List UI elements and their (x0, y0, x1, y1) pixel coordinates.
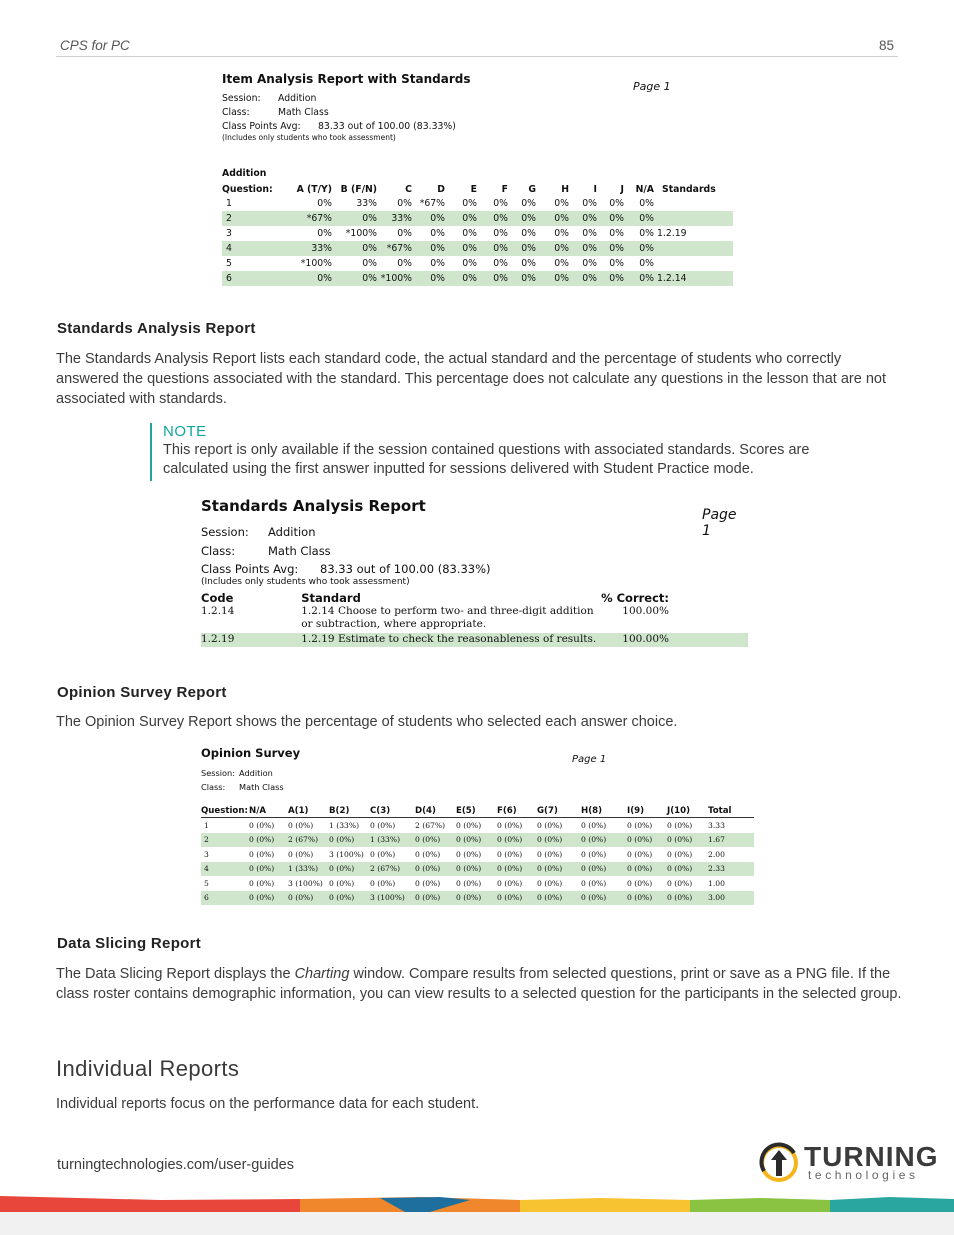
response-count: 0 (0%) (370, 820, 396, 830)
response-percent: 0% (554, 228, 569, 239)
report-meta (201, 766, 284, 794)
response-percent: 0% (412, 211, 445, 226)
meta-label: Class Points Avg: (201, 562, 299, 577)
meta-label: Session: (222, 92, 261, 104)
page-number: 85 (878, 38, 894, 53)
standard-code: 1.2.19 (201, 633, 301, 647)
response-count: 3 (100%) (329, 849, 364, 859)
response-percent: 0% (582, 258, 597, 269)
response-count: 0 (0%) (415, 891, 456, 906)
response-percent: 0% (569, 241, 597, 256)
response-percent: 0% (317, 228, 332, 239)
response-percent: *67% (284, 211, 332, 226)
response-count: 0 (0%) (249, 849, 275, 859)
total-value: 2.33 (708, 862, 754, 877)
response-count: 1 (33%) (370, 833, 415, 848)
total-value: 3.00 (708, 891, 754, 906)
response-percent: 0% (597, 271, 624, 286)
response-count: 0 (0%) (497, 849, 523, 859)
col-header: I(9) (627, 804, 667, 818)
response-count: 2 (67%) (370, 862, 415, 877)
table-row (222, 211, 733, 226)
response-percent: 0% (462, 198, 477, 209)
opinion-survey-table (201, 804, 754, 905)
standard-code (654, 211, 733, 226)
response-count: 0 (0%) (581, 891, 627, 906)
response-percent: 0% (493, 228, 508, 239)
question-number: 2 (222, 211, 284, 226)
response-count: 0 (0%) (667, 862, 708, 877)
response-percent: 0% (597, 211, 624, 226)
response-percent: 0% (624, 241, 654, 256)
response-percent: 0% (582, 198, 597, 209)
response-percent: 0% (430, 258, 445, 269)
response-count: 0 (0%) (537, 833, 581, 848)
response-count: 0 (0%) (456, 862, 497, 877)
total-value: 1.00 (708, 878, 725, 888)
response-count: 0 (0%) (456, 833, 497, 848)
report-note: (Includes only students who took assessment) (222, 133, 396, 142)
question-number: 4 (201, 862, 249, 877)
response-percent: 0% (412, 241, 445, 256)
response-count: 0 (0%) (497, 878, 523, 888)
question-number: 5 (204, 878, 209, 888)
standard-code (654, 256, 733, 271)
response-count: 1 (33%) (329, 820, 360, 830)
table-row (201, 833, 754, 848)
question-number: 3 (204, 849, 209, 859)
question-number: 5 (226, 258, 232, 269)
col-header: Total (708, 804, 754, 818)
response-count: 1 (33%) (288, 862, 329, 877)
col-header: J (620, 183, 624, 195)
total-value: 2.00 (708, 849, 725, 859)
response-count: 0 (0%) (456, 878, 482, 888)
col-header: C (405, 183, 412, 195)
response-percent: 0% (317, 198, 332, 209)
col-header: A(1) (288, 804, 329, 818)
response-count: 0 (0%) (667, 878, 693, 888)
meta-value: Math Class (239, 782, 284, 792)
response-count: 3 (100%) (288, 878, 323, 888)
meta-value: Math Class (268, 543, 331, 558)
standard-code: 1.2.14 (201, 604, 235, 617)
response-percent: 33% (377, 211, 412, 226)
opinion-survey-report-image (201, 746, 754, 905)
response-count: 0 (0%) (249, 891, 288, 906)
report-meta (201, 523, 331, 560)
table-row (201, 818, 754, 833)
response-percent: 0% (536, 211, 569, 226)
individual-paragraph: Individual reports focus on the performance data for each student. (56, 1096, 480, 1112)
logo-arrow-icon (758, 1141, 802, 1185)
footer-url: turningtechnologies.com/user-guides (57, 1157, 294, 1173)
response-count: 0 (0%) (497, 862, 537, 877)
col-header: Standards (662, 183, 716, 195)
col-header: F (501, 183, 508, 195)
response-percent: 0% (477, 241, 508, 256)
percent-correct: 100.00% (622, 604, 669, 617)
standard-code (654, 241, 733, 256)
col-header: E(5) (456, 804, 497, 818)
response-count: 0 (0%) (329, 878, 355, 888)
response-count: 0 (0%) (537, 891, 581, 906)
window-name: Charting (294, 966, 350, 982)
response-percent: 0% (508, 241, 536, 256)
stripe-red (0, 1196, 300, 1212)
response-count: 0 (0%) (581, 862, 627, 877)
stripe-yellow (520, 1198, 690, 1212)
response-count: 0 (0%) (249, 862, 288, 877)
response-count: 0 (0%) (627, 862, 667, 877)
response-percent: 0% (521, 228, 536, 239)
response-percent: 0% (397, 258, 412, 269)
response-percent: 0% (536, 241, 569, 256)
note-text: This report is only available if the session contained questions with associated standards. Scores are calculated using the first answer inputted for sessions delivered with Student Practice mode. (163, 442, 810, 477)
meta-value: Addition (268, 525, 316, 540)
response-percent: *100% (377, 271, 412, 286)
response-percent: 0% (508, 271, 536, 286)
meta-label: Session: (201, 768, 235, 778)
table-row (222, 256, 733, 271)
meta-label: Session: (201, 525, 249, 540)
response-count: 0 (0%) (537, 849, 563, 859)
total-value: 1.67 (708, 833, 754, 848)
response-count: 0 (0%) (329, 862, 370, 877)
response-count: 0 (0%) (667, 849, 693, 859)
col-header: % Correct: (601, 590, 669, 605)
response-count: 0 (0%) (415, 862, 456, 877)
slicing-heading: Data Slicing Report (57, 935, 202, 952)
response-count: 0 (0%) (497, 891, 537, 906)
question-number: 1 (226, 198, 232, 209)
table-row (201, 847, 754, 862)
response-percent: 0% (639, 258, 654, 269)
table-row (201, 633, 748, 647)
standard-text: 1.2.19 Estimate to check the reasonableness of results. (301, 633, 601, 647)
response-percent: 0% (597, 241, 624, 256)
response-percent: 0% (609, 228, 624, 239)
col-header: Question: (201, 805, 248, 816)
table-row (222, 241, 733, 256)
meta-value: 83.33 out of 100.00 (83.33%) (320, 562, 491, 577)
standard-code: 1.2.14 (654, 271, 733, 286)
response-percent: 0% (412, 271, 445, 286)
response-count: 0 (0%) (249, 833, 288, 848)
response-percent: 0% (477, 271, 508, 286)
response-count: 0 (0%) (329, 891, 370, 906)
meta-label: Class: (201, 782, 226, 792)
report-title: Standards Analysis Report (201, 497, 426, 515)
response-count: 2 (67%) (415, 820, 446, 830)
question-number: 6 (222, 271, 284, 286)
question-number: 1 (204, 820, 209, 830)
col-header: Standard (301, 590, 361, 605)
response-percent: 0% (569, 211, 597, 226)
response-count: 0 (0%) (415, 833, 456, 848)
response-percent: 0% (508, 211, 536, 226)
response-percent: 0% (582, 228, 597, 239)
col-header: D(4) (415, 804, 456, 818)
col-header: F(6) (497, 804, 537, 818)
response-percent: 0% (332, 271, 377, 286)
note-label: NOTE (163, 423, 207, 440)
meta-value: Addition (278, 92, 317, 104)
response-percent: 0% (462, 258, 477, 269)
response-count: 0 (0%) (456, 891, 497, 906)
response-count: 0 (0%) (537, 820, 563, 830)
response-percent: 0% (536, 271, 569, 286)
percent-correct: 100.00% (601, 633, 748, 647)
text-run: window. Compare results from selected questions, print or save as a PNG file. If the class roster contains demographic information, you can view results to a selected question for the participants in the selected group. (56, 966, 902, 1002)
question-number: 2 (201, 833, 249, 848)
report-page-label: Page 1 (572, 754, 607, 765)
standard-code: 1.2.19 (657, 228, 687, 239)
meta-value: 83.33 out of 100.00 (83.33%) (318, 120, 456, 132)
response-percent: 0% (397, 228, 412, 239)
standards-heading: Standards Analysis Report (57, 320, 256, 337)
logo-wordmark: TURNING (804, 1141, 939, 1172)
response-percent: 0% (639, 198, 654, 209)
response-count: 0 (0%) (497, 833, 537, 848)
response-percent: 0% (397, 198, 412, 209)
table-row (201, 876, 754, 891)
individual-heading: Individual Reports (56, 1056, 240, 1081)
response-count: 0 (0%) (581, 833, 627, 848)
response-count: 0 (0%) (249, 878, 275, 888)
response-count: 2 (67%) (288, 833, 329, 848)
col-header: B(2) (329, 804, 370, 818)
col-header: C(3) (370, 804, 415, 818)
response-count: 0 (0%) (329, 833, 370, 848)
response-count: 0 (0%) (667, 833, 708, 848)
response-percent: 0% (554, 198, 569, 209)
stripe-green (690, 1198, 830, 1212)
response-percent: 0% (445, 241, 477, 256)
response-count: 0 (0%) (667, 820, 693, 830)
col-header: N/A (635, 183, 654, 195)
response-count: 0 (0%) (667, 891, 708, 906)
report-note: (Includes only students who took assessment) (201, 576, 410, 587)
response-percent: 0% (477, 211, 508, 226)
response-count: 0 (0%) (415, 878, 441, 888)
stripe-teal (830, 1197, 954, 1212)
response-count: 0 (0%) (288, 820, 314, 830)
table-row (201, 605, 748, 633)
response-percent: 0% (332, 241, 377, 256)
response-percent: 0% (445, 211, 477, 226)
slicing-paragraph (56, 964, 906, 1004)
response-count: 0 (0%) (288, 891, 329, 906)
response-count: 0 (0%) (370, 849, 396, 859)
col-header: G(7) (537, 804, 581, 818)
meta-value: Math Class (278, 106, 329, 118)
response-count: 0 (0%) (415, 849, 441, 859)
response-count: 0 (0%) (497, 820, 523, 830)
response-percent: *67% (419, 198, 445, 209)
response-percent: 0% (430, 228, 445, 239)
response-percent: 0% (609, 198, 624, 209)
col-header: G (528, 183, 536, 195)
report-meta-avg (222, 119, 456, 133)
report-group-label: Addition (222, 168, 267, 179)
report-title: Opinion Survey (201, 746, 301, 760)
response-count: 0 (0%) (249, 820, 275, 830)
table-row (222, 196, 733, 211)
item-analysis-table (222, 182, 733, 286)
response-count: 0 (0%) (627, 849, 653, 859)
question-number: 4 (222, 241, 284, 256)
response-percent: 0% (624, 211, 654, 226)
text-run: The Data Slicing Report displays the (56, 966, 295, 982)
standards-analysis-report-image (201, 497, 748, 647)
response-percent: 0% (624, 271, 654, 286)
response-count: 0 (0%) (581, 878, 607, 888)
standards-paragraph: The Standards Analysis Report lists each standard code, the actual standard and the percentage of students who correctly answered the questions associated with the standard. This percentage does not calculate any questions in the lesson that are not associated with standards. (56, 351, 886, 407)
question-number: 6 (201, 891, 249, 906)
opinion-heading: Opinion Survey Report (57, 684, 227, 701)
response-percent: 0% (554, 258, 569, 269)
header-divider (56, 56, 898, 57)
col-header: Code (201, 590, 234, 605)
logo-subtitle: technologies (808, 1168, 919, 1182)
response-count: 0 (0%) (581, 820, 607, 830)
report-page-label: Page 1 (702, 507, 737, 539)
response-count: 0 (0%) (537, 878, 563, 888)
response-percent: 33% (356, 198, 377, 209)
document-title: CPS for PC (60, 38, 130, 53)
col-header: I (593, 183, 597, 195)
response-percent: 0% (445, 271, 477, 286)
footer-color-stripe (0, 1194, 954, 1212)
col-header: D (437, 183, 445, 195)
col-header: B (F/N) (340, 183, 377, 195)
col-header: N/A (249, 804, 288, 818)
report-meta-avg (201, 560, 491, 579)
note-accent-bar (150, 423, 152, 481)
item-analysis-report-image (222, 72, 734, 286)
table-row (222, 271, 733, 286)
response-percent: *100% (300, 258, 332, 269)
response-percent: 33% (284, 241, 332, 256)
col-header: H (561, 183, 569, 195)
standard-text: 1.2.14 Choose to perform two- and three-digit addition or subtraction, where appropriate. (301, 604, 594, 630)
turning-technologies-logo (758, 1141, 939, 1185)
response-percent: 0% (493, 198, 508, 209)
col-header: E (470, 183, 477, 195)
response-count: 0 (0%) (627, 891, 667, 906)
response-count: 0 (0%) (537, 862, 581, 877)
meta-label: Class Points Avg: (222, 120, 301, 132)
response-percent: *100% (345, 228, 377, 239)
table-row (201, 862, 754, 877)
response-percent: 0% (362, 258, 377, 269)
response-percent: 0% (493, 258, 508, 269)
response-count: 0 (0%) (627, 833, 667, 848)
question-number: 3 (226, 228, 232, 239)
meta-label: Class: (201, 543, 236, 558)
response-percent: 0% (284, 271, 332, 286)
response-count: 0 (0%) (288, 849, 314, 859)
response-percent: *67% (377, 241, 412, 256)
report-title: Item Analysis Report with Standards (222, 72, 471, 86)
response-count: 0 (0%) (456, 849, 482, 859)
footer-band (0, 1212, 954, 1235)
response-percent: 0% (639, 228, 654, 239)
response-percent: 0% (521, 258, 536, 269)
response-count: 0 (0%) (627, 878, 653, 888)
total-value: 3.33 (708, 820, 725, 830)
response-count: 0 (0%) (581, 849, 607, 859)
table-row (222, 226, 733, 241)
response-percent: 0% (521, 198, 536, 209)
col-header: J(10) (667, 804, 708, 818)
meta-value: Addition (239, 768, 273, 778)
standards-table (201, 591, 748, 647)
table-row (201, 891, 754, 906)
report-page-label: Page 1 (633, 80, 671, 93)
response-count: 3 (100%) (370, 891, 415, 906)
col-header: A (T/Y) (296, 183, 332, 195)
response-percent: 0% (569, 271, 597, 286)
response-count: 0 (0%) (627, 820, 653, 830)
response-count: 0 (0%) (456, 820, 482, 830)
opinion-paragraph: The Opinion Survey Report shows the percentage of students who selected each answer choice. (56, 714, 678, 730)
response-count: 0 (0%) (370, 878, 396, 888)
response-percent: 0% (462, 228, 477, 239)
response-percent: 0% (332, 211, 377, 226)
standard-code (654, 196, 733, 211)
meta-label: Class: (222, 106, 250, 118)
response-percent: 0% (609, 258, 624, 269)
report-meta (222, 91, 329, 119)
col-header: Question: (222, 183, 273, 195)
col-header: H(8) (581, 804, 627, 818)
